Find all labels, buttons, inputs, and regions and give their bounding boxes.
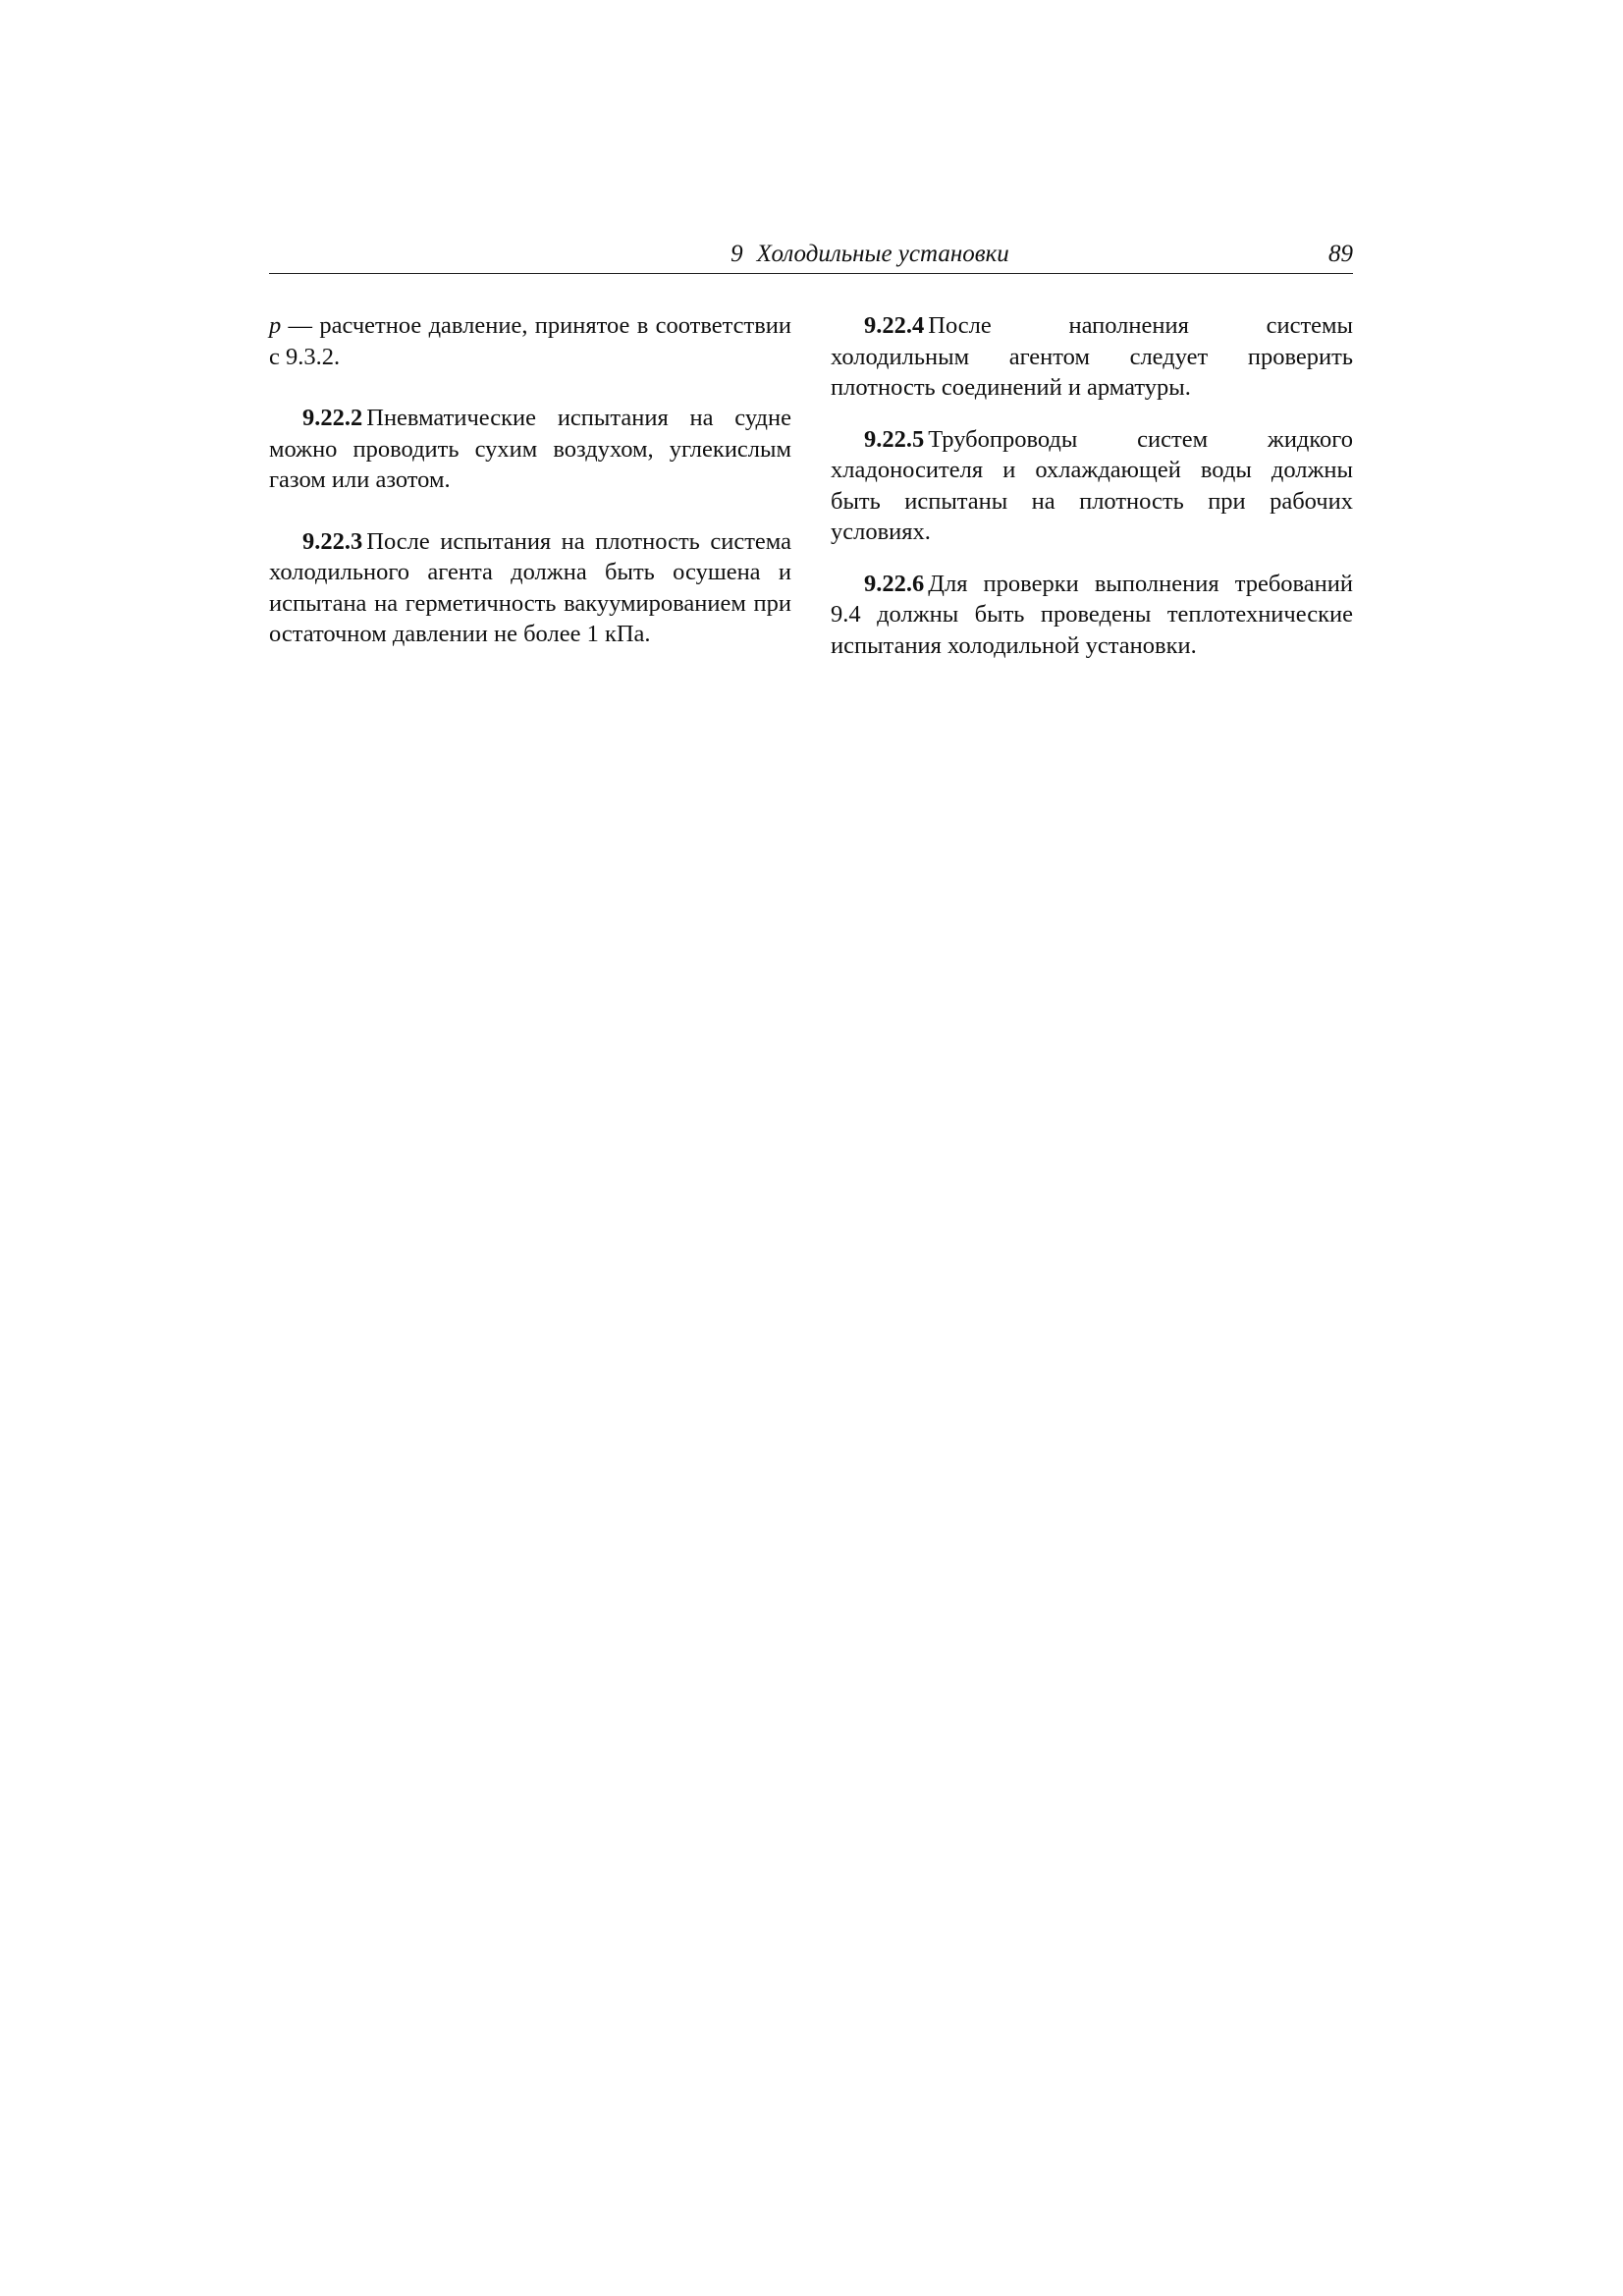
paragraph-text: Трубопроводы систем жидкого хладоносителя и охлаждающей воды должны быть испытаны на плотность при рабочих условиях. (831, 425, 1353, 545)
paragraph-pressure-definition (269, 310, 791, 372)
paragraph-text: После испытания на плотность система холодильного агента должна быть осушена и испытана на герметичность вакуумированием при остаточном давлении не более 1 кПа. (269, 527, 791, 647)
right-column (831, 310, 1353, 661)
paragraph-text: Пневматические испытания на судне можно проводить сухим воздухом, углекислым газом или азотом. (269, 405, 791, 493)
paragraph-9-22-5 (831, 424, 1353, 548)
chapter-number: 9 (730, 241, 743, 267)
clause-number: 9.22.5 (864, 425, 925, 453)
running-header (269, 240, 1353, 274)
clause-number: 9.22.2 (302, 405, 363, 431)
variable-symbol: p (269, 312, 282, 339)
paragraph-text: Для проверки выполнения требований 9.4 должны быть проведены теплотехнические испытания холодильной установки. (831, 570, 1353, 659)
paragraph-9-22-2 (269, 403, 791, 496)
paragraph-text: После наполнения системы холодильным агентом следует проверить плотность соединений и арматуры. (831, 312, 1353, 401)
chapter-title: Холодильные установки (756, 241, 1009, 267)
paragraph-9-22-3 (269, 526, 791, 650)
chapter-heading (269, 240, 1353, 269)
clause-number: 9.22.3 (302, 527, 363, 555)
clause-number: 9.22.6 (864, 570, 925, 597)
clause-number: 9.22.4 (864, 312, 925, 339)
paragraph-9-22-6 (831, 569, 1353, 662)
paragraph-9-22-4 (831, 310, 1353, 404)
paragraph-text: — расчетное давление, принятое в соответствии с 9.3.2. (269, 312, 792, 370)
page-number: 89 (1328, 241, 1353, 267)
left-column (269, 310, 791, 650)
